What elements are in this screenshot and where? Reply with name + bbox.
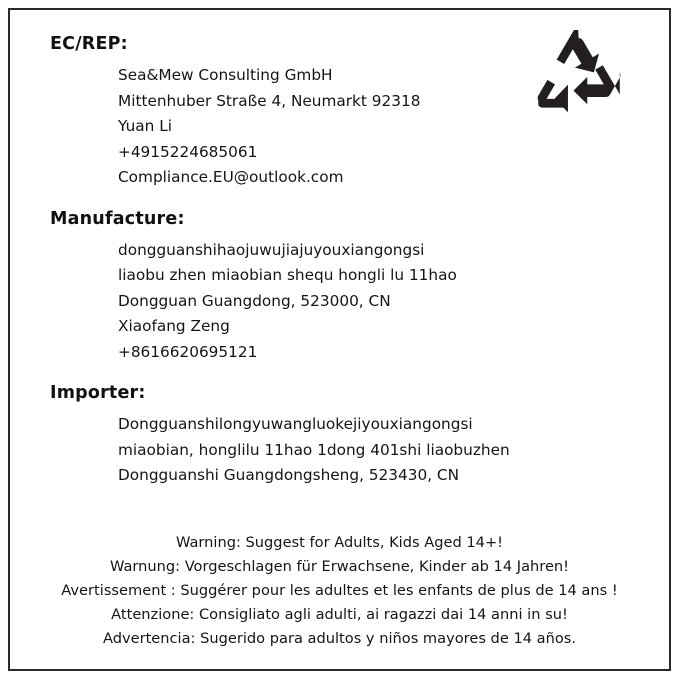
section-body-importer — [50, 412, 635, 489]
importer-line-3: Dongguanshi Guangdongsheng, 523430, CN — [118, 466, 460, 484]
warning-block — [0, 531, 679, 651]
ec-rep-line-3: Yuan Li — [118, 117, 172, 135]
importer-line-1: Dongguanshilongyuwangluokejiyouxiangongsi — [118, 415, 473, 433]
section-importer — [50, 383, 635, 489]
section-heading-manufacture: Manufacture: — [50, 208, 185, 229]
manufacture-line-5: +8616620695121 — [118, 342, 258, 361]
section-heading-ec-rep: EC/REP: — [50, 34, 128, 54]
spacer-importer — [50, 367, 635, 383]
ec-rep-line-1: Sea&Mew Consulting GmbH — [118, 66, 333, 84]
section-manufacture — [50, 209, 635, 366]
warning-line-de: Warnung: Vorgeschlagen für Erwachsene, Kinder ab 14 Jahren! — [109, 558, 570, 575]
ec-rep-line-2: Mittenhuber Straße 4, Neumarkt 92318 — [118, 91, 421, 110]
section-ec-rep — [50, 34, 635, 191]
ec-rep-line-5: Compliance.EU@outlook.com — [118, 168, 344, 186]
warning-line-es: Advertencia: Sugerido para adultos y niños mayores de 14 años. — [102, 630, 577, 647]
section-body-ec-rep — [50, 63, 635, 191]
importer-line-2: miaobian, honglilu 11hao 1dong 401shi liaobuzhen — [118, 440, 510, 459]
section-heading-importer: Importer: — [50, 383, 146, 403]
warning-line-fr: Avertissement : Suggérer pour les adultes et les enfants de plus de 14 ans ! — [61, 582, 618, 599]
manufacture-line-1: dongguanshihaojuwujiajuyouxiangongsi — [118, 240, 425, 259]
spacer-manufacture — [50, 193, 635, 209]
warning-line-it: Attenzione: Consigliato agli adulti, ai ragazzi dai 14 anni in su! — [111, 606, 568, 623]
ec-rep-line-4: +4915224685061 — [118, 142, 258, 161]
manufacture-line-4: Xiaofang Zeng — [118, 317, 230, 335]
section-body-manufacture — [50, 238, 635, 366]
manufacture-line-3: Dongguan Guangdong, 523000, CN — [118, 291, 391, 310]
warning-line-en: Warning: Suggest for Adults, Kids Aged 14+! — [175, 534, 504, 551]
manufacture-line-2: liaobu zhen miaobian shequ hongli lu 11hao — [118, 266, 457, 284]
